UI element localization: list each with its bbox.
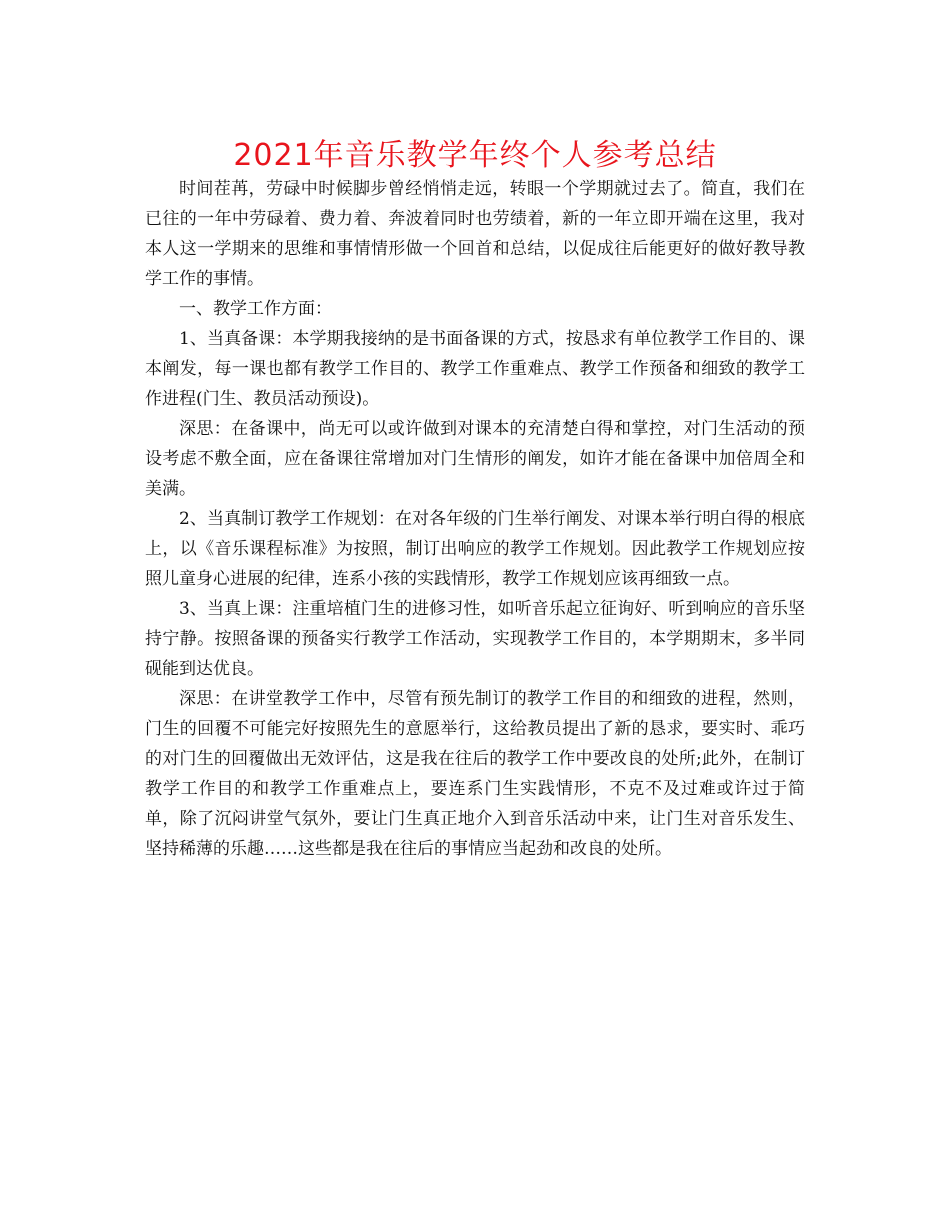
paragraph-intro: 时间茬苒，劳碌中时候脚步曾经悄悄走远，转眼一个学期就过去了。简直，我们在已往的一年中劳碌着、费力着、奔波着同时也劳绩着，新的一年立即开端在这里，我对本人这一学期来的思维和事情情形做一个回首和总结，以促成往后能更好的做好教导教学工作的事情。 (145, 179, 805, 289)
paragraph-teaching-plan: 2、当真制订教学工作规划：在对各年级的门生举行阐发、对课本举行明白得的根底上，以《音乐课程标准》为按照，制订出响应的教学工作规划。因此教学工作规划应按照儿童身心进展的纪律，连系小孩的实践情形，教学工作规划应该再细致一点。 (145, 509, 805, 589)
paragraph-classes: 3、当真上课：注重培植门生的进修习性，如听音乐起立征询好、听到响应的音乐坚持宁静。按照备课的预备实行教学工作活动，实现教学工作目的，本学期期末，多半同砚能到达优良。 (145, 599, 805, 679)
document-title: 2021年音乐教学年终个人参考总结 (233, 138, 717, 173)
paragraph-reflection-preparation: 深思：在备课中，尚无可以或许做到对课本的充清楚白得和掌控，对门生活动的预设考虑不敷全面，应在备课往常增加对门生情形的阐发，如许才能在备课中加倍周全和美满。 (145, 419, 805, 499)
document-body (145, 174, 805, 864)
paragraph-lesson-preparation: 1、当真备课：本学期我接纳的是书面备课的方式，按恳求有单位教学工作目的、课本阐发，每一课也都有教学工作目的、教学工作重难点、教学工作预备和细致的教学工作进程(门生、教员活动预设)。 (145, 329, 805, 409)
section-heading-teaching-work: 一、教学工作方面： (179, 299, 332, 319)
paragraph-reflection-classroom: 深思：在讲堂教学工作中，尽管有预先制订的教学工作目的和细致的进程，然则，门生的回覆不可能完好按照先生的意愿举行，这给教员提出了新的恳求，要实时、乖巧的对门生的回覆做出无效评估，这是我在往后的教学工作中要改良的处所;此外，在制订教学工作目的和教学工作重难点上，要连系门生实践情形，不克不及过难或许过于简单，除了沉闷讲堂气氛外，要让门生真正地介入到音乐活动中来，让门生对音乐发生、坚持稀薄的乐趣……这些都是我在往后的事情应当起劲和改良的处所。 (145, 689, 805, 859)
